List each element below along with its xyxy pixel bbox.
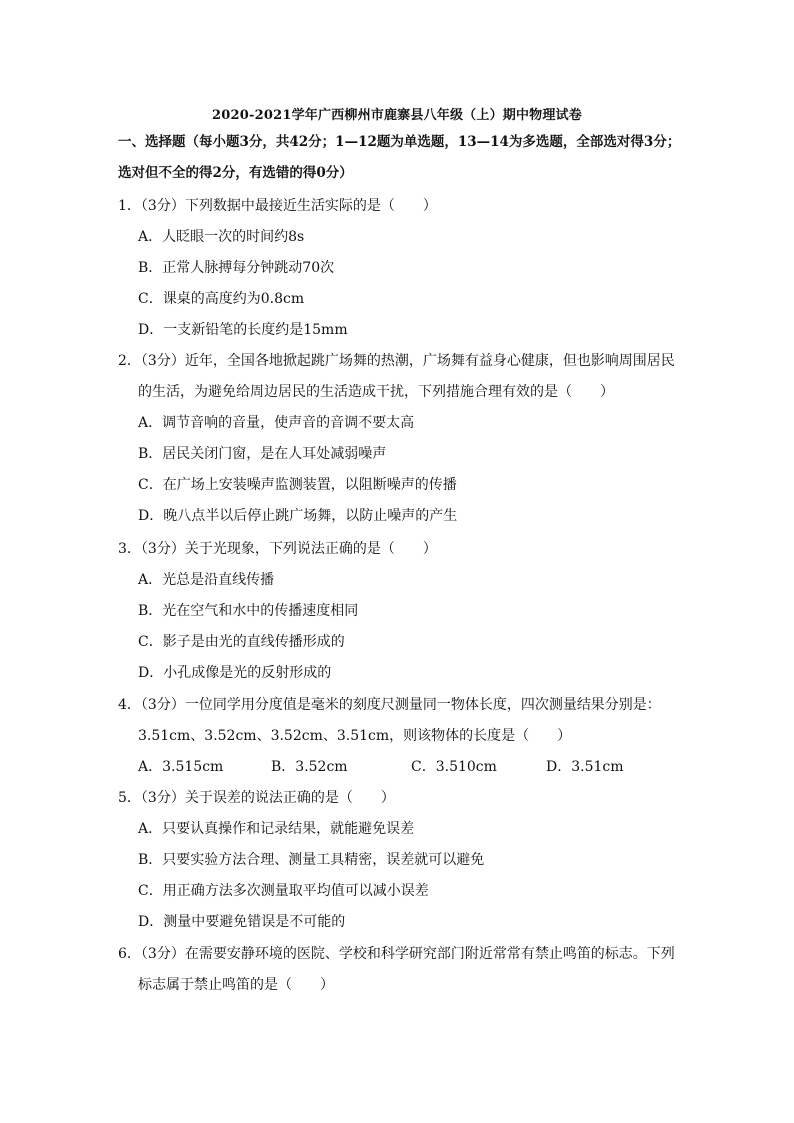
question-6-stem-continued: 标志属于禁止鸣笛的是（ ）	[138, 977, 334, 993]
question-4-stem-continued: 3.51cm、3.52cm、3.52cm、3.51cm，则该物体的长度是（ ）	[138, 728, 572, 744]
question-1-stem: 1．（3分）下列数据中最接近生活实际的是（ ）	[118, 198, 437, 214]
question-5-option-d[interactable]: D．测量中要避免错误是不可能的	[138, 914, 346, 930]
question-3-option-a[interactable]: A．光总是沿直线传播	[138, 572, 275, 588]
question-5-option-a[interactable]: A．只要认真操作和记录结果，就能避免误差	[138, 821, 415, 837]
question-1-option-d[interactable]: D．一支新铅笔的长度约是15mm	[138, 322, 348, 338]
question-4-option-b[interactable]: B．3.52cm	[271, 759, 348, 775]
question-6-stem: 6．（3分）在需要安静环境的医院、学校和科学研究部门附近常常有禁止鸣笛的标志。下列	[118, 946, 675, 962]
question-4-option-a[interactable]: A．3.515cm	[138, 759, 224, 775]
question-2-option-b[interactable]: B．居民关闭门窗，是在人耳处减弱噪声	[138, 446, 387, 462]
question-3-stem: 3．（3分）关于光现象，下列说法正确的是（ ）	[118, 541, 437, 557]
question-3-option-d[interactable]: D．小孔成像是光的反射形成的	[138, 665, 332, 681]
question-1-option-b[interactable]: B．正常人脉搏每分钟跳动70次	[138, 260, 335, 276]
section-heading: 一、选择题（每小题3分，共42分；1—12题为单选题，13—14为多选题，全部选对得3分；选对但不全的得2分，有选错的得0分）	[118, 134, 681, 181]
question-2-stem: 2．（3分）近年，全国各地掀起跳广场舞的热潮，广场舞有益身心健康，但也影响周围居民	[118, 353, 675, 369]
question-4-stem: 4．（3分）一位同学用分度值是毫米的刻度尺测量同一物体长度，四次测量结果分别是：	[118, 697, 661, 713]
question-1-option-a[interactable]: A．人眨眼一次的时间约8s	[138, 229, 305, 245]
exam-title: 2020-2021学年广西柳州市鹿寨县八年级（上）期中物理试卷	[212, 108, 582, 123]
question-3-option-c[interactable]: C．影子是由光的直线传播形成的	[138, 634, 345, 650]
question-2-stem-continued: 的生活，为避免给周边居民的生活造成干扰，下列措施合理有效的是（ ）	[138, 384, 614, 400]
question-5-option-c[interactable]: C．用正确方法多次测量取平均值可以减小误差	[138, 883, 429, 899]
question-4-option-d[interactable]: D．3.51cm	[546, 759, 624, 775]
question-3-option-b[interactable]: B．光在空气和水中的传播速度相同	[138, 603, 359, 619]
question-5-stem: 5．（3分）关于误差的说法正确的是（ ）	[118, 790, 395, 806]
question-2-option-c[interactable]: C．在广场上安装噪声监测装置，以阻断噪声的传播	[138, 477, 457, 493]
question-4-option-c[interactable]: C．3.510cm	[411, 759, 497, 775]
question-5-option-b[interactable]: B．只要实验方法合理、测量工具精密，误差就可以避免	[138, 852, 485, 868]
question-1-option-c[interactable]: C．课桌的高度约为0.8cm	[138, 291, 305, 307]
question-2-option-a[interactable]: A．调节音响的音量，使声音的音调不要太高	[138, 415, 415, 431]
question-2-option-d[interactable]: D．晚八点半以后停止跳广场舞，以防止噪声的产生	[138, 508, 458, 524]
